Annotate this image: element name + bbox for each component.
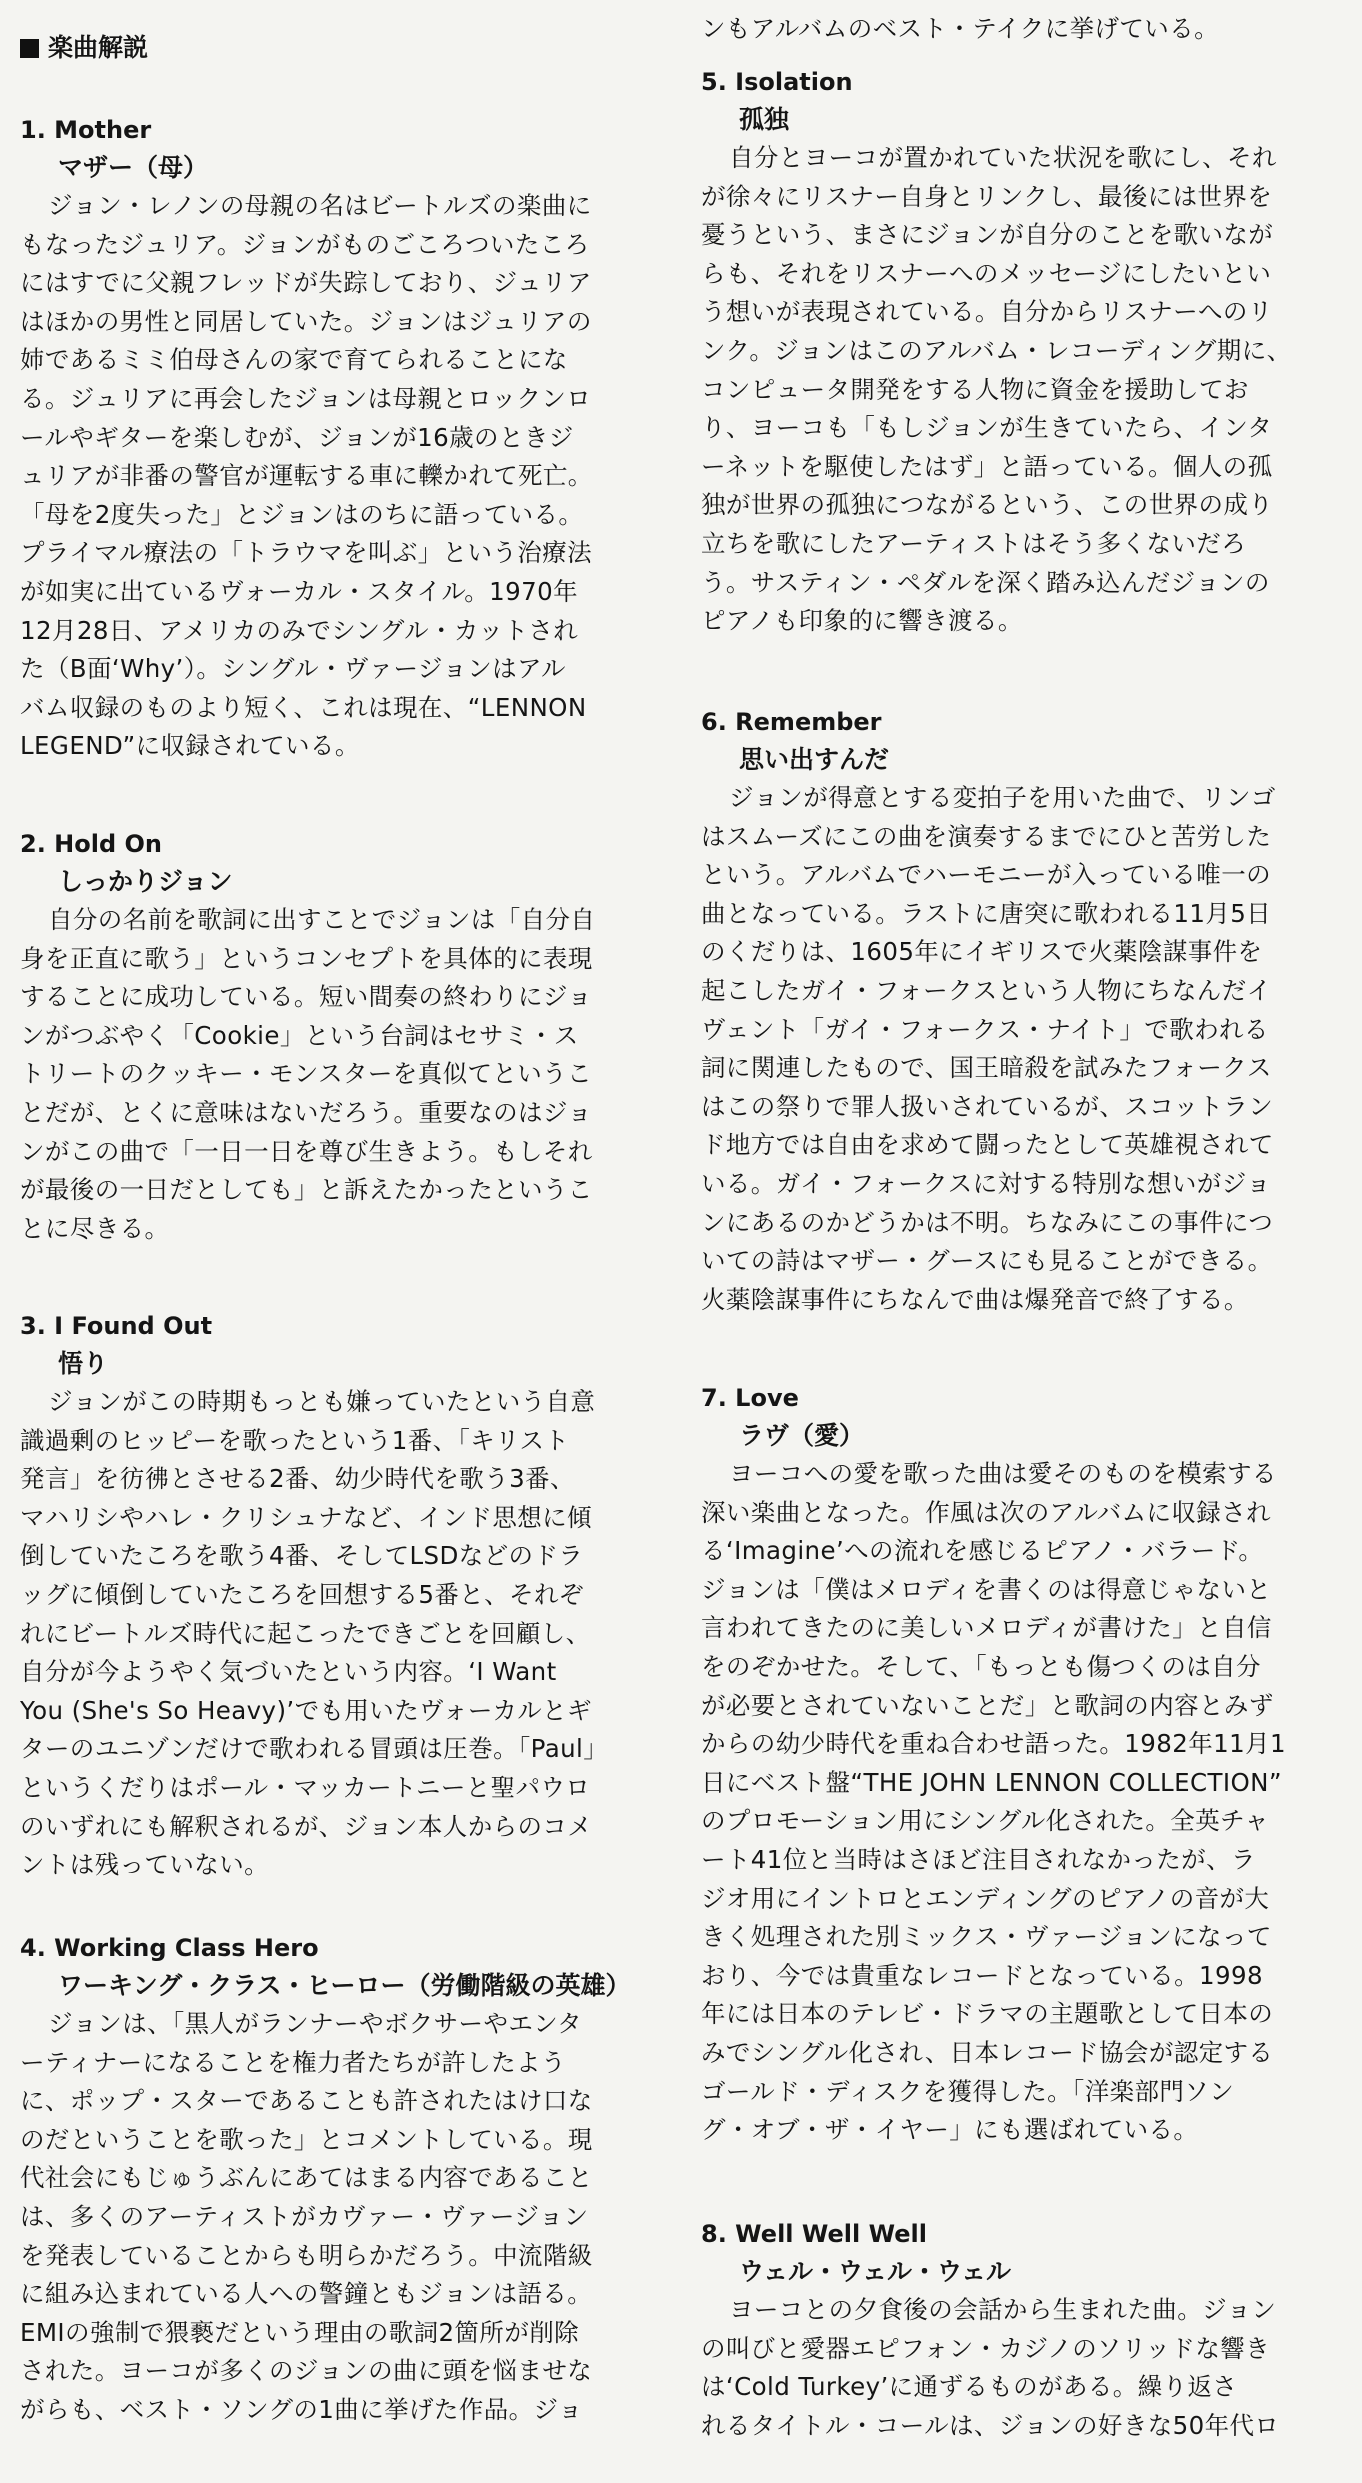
text-line: 言われてきたのに美しいメロディが書けた」と自信 (701, 1613, 1272, 1643)
track-japanese-title: ウェル・ウェル・ウェル (739, 2257, 1012, 2286)
text-line: ピアノも印象的に響き渡る。 (701, 606, 1023, 636)
text-line: You (She's So Heavy)’でも用いたヴォーカルとギ (20, 1695, 592, 1725)
track-description (20, 901, 680, 1248)
square-bullet-icon (20, 39, 39, 58)
text-line: 憂うという、まさにジョンが自分のことを歌いなが (701, 220, 1274, 250)
text-line: プライマル療法の「トラウマを叫ぶ」という治療法 (20, 538, 592, 568)
text-line: れるタイトル・コールは、ジョンの好きな50年代ロ (701, 2410, 1280, 2440)
text-line: おり、今では貴重なレコードとなっている。1998 (701, 1960, 1263, 1990)
text-line: EMIの強制で猥褻だという理由の歌詞2箇所が削除 (20, 2317, 580, 2347)
track-japanese-title: ラヴ（愛） (739, 1421, 865, 1450)
text-line: ントは残っていない。 (20, 1850, 269, 1880)
track-number-title: 7. Love (701, 1384, 799, 1412)
text-line: ジョンは「僕はメロディを書くのは得意じゃないと (701, 1574, 1272, 1604)
track-description (701, 2291, 1351, 2445)
text-line: いての詩はマザー・グースにも見ることができる。 (701, 1246, 1273, 1276)
text-line: た（B面‘Why’）。シングル・ヴァージョンはアル (20, 654, 566, 684)
text-line: れにビートルズ時代に起こったできごとを回顧し、 (20, 1618, 591, 1648)
text-line: 立ちを歌にしたアーティストはそう多くないだろ (701, 528, 1247, 558)
text-line: に、ポップ・スターであることも許されたはけ口な (20, 2086, 593, 2116)
text-line: もなったジュリア。ジョンがものごころついたころ (20, 229, 590, 259)
text-line: LEGEND”に収録されている。 (20, 731, 360, 761)
text-line: 詞に関連したもので、国王暗殺を試みたフォークス (701, 1053, 1272, 1083)
text-line: きく処理された別ミックス・ヴァージョンになって (701, 1922, 1272, 1952)
text-line: された。ヨーコが多くのジョンの曲に頭を悩ませな (20, 2356, 593, 2386)
track-block (701, 2216, 1351, 2445)
track-number-title: 5. Isolation (701, 68, 853, 96)
text-line: 曲となっている。ラストに唐突に歌われる11月5日 (701, 898, 1272, 928)
text-line: ンもアルバムのベスト・テイクに挙げている。 (701, 14, 1219, 43)
track-number-title: 2. Hold On (20, 830, 162, 858)
track-description (701, 139, 1351, 641)
text-line: 代社会にもじゅうぶんにあてはまる内容であること (20, 2163, 593, 2193)
text-line: のくだりは、1605年にイギリスで火薬陰謀事件を (701, 937, 1263, 967)
text-line: のいずれにも解釈されるが、ジョン本人からのコメ (20, 1811, 593, 1841)
text-line: 自分が今ようやく気づいたという内容。‘I Want (20, 1657, 557, 1687)
track-block (701, 64, 1351, 641)
track-block (701, 1380, 1351, 2150)
track-block (701, 704, 1351, 1319)
section-heading: 楽曲解説 (20, 30, 148, 66)
text-line: ジョンが得意とする変拍子を用いた曲で、リンゴ (729, 783, 1276, 812)
text-line: 識過剰のヒッピーを歌ったという1番、「キリスト (20, 1425, 570, 1455)
text-line: ンにあるのかどうかは不明。ちなみにこの事件につ (701, 1207, 1274, 1237)
text-line: 12月28日、アメリカのみでシングル・カットされ (20, 615, 579, 645)
text-line: ンがこの曲で「一日一日を尊び生きよう。もしそれ (20, 1136, 593, 1166)
text-line: ヨーコへの愛を歌った曲は愛そのものを模索する (729, 1459, 1277, 1488)
text-line: ゴールド・ディスクを獲得した。「洋楽部門ソン (701, 2076, 1235, 2106)
text-line: の叫びと愛器エピフォン・カジノのソリッドな響き (701, 2333, 1271, 2363)
text-line: 深い楽曲となった。作風は次のアルバムに収録され (701, 1497, 1272, 1527)
text-line: バム収録のものより短く、これは現在、“LENNON (20, 692, 587, 722)
text-line: ジョン・レノンの母親の名はビートルズの楽曲に (48, 191, 592, 220)
track-description (701, 1455, 1351, 2150)
text-line: ッグに傾倒していたころを回想する5番と、それぞ (20, 1579, 584, 1609)
text-line: は、多くのアーティストがカヴァー・ヴァージョン (20, 2201, 589, 2231)
text-line: 「母を2度失った」とジョンはのちに語っている。 (20, 499, 584, 529)
text-line: ヨーコとの夕食後の会話から生まれた曲。ジョン (729, 2295, 1277, 2324)
text-line: 倒していたころを歌う4番、そしてLSDなどのドラ (20, 1541, 584, 1571)
text-line: はスムーズにこの曲を演奏するまでにひと苦労した (701, 821, 1272, 851)
text-line: が徐々にリスナー自身とリンクし、最後には世界を (701, 181, 1273, 211)
text-line: 自分とヨーコが置かれていた状況を歌にし、それ (729, 143, 1277, 172)
track-description (20, 187, 680, 766)
track-description (20, 1383, 680, 1885)
text-line: が最後の一日だとしても」と訴えたかったというこ (20, 1175, 593, 1205)
text-line: コンピュータ開発をする人物に資金を援助してお (701, 374, 1249, 404)
text-line: ド地方では自由を求めて闘ったとして英雄視されて (701, 1130, 1274, 1160)
text-line: り、ヨーコも「もしジョンが生きていたら、インタ (701, 413, 1273, 443)
text-line: 自分の名前を歌詞に出すことでジョンは「自分自 (48, 905, 596, 934)
track-japanese-title: しっかりジョン (58, 867, 233, 896)
text-line: ールやギターを楽しむが、ジョンが16歳のときジ (20, 422, 574, 452)
track-japanese-title: 思い出すんだ (739, 745, 890, 774)
text-line: のプロモーション用にシングル化された。全英チャ (701, 1806, 1270, 1836)
text-line: にはすでに父親フレッドが失踪しており、ジュリア (20, 268, 592, 298)
track-block (20, 112, 680, 766)
text-line: というくだりはポール・マッカートニーと聖パウロ (20, 1772, 591, 1802)
text-line: ジオ用にイントロとエンディングのピアノの音が大 (701, 1883, 1270, 1913)
text-line: いる。ガイ・フォークスに対する特別な想いがジョ (701, 1168, 1272, 1198)
text-line: ジョンがこの時期もっとも嫌っていたという自意 (48, 1387, 596, 1416)
text-line: ヴェント「ガイ・フォークス・ナイト」で歌われる (701, 1014, 1269, 1044)
track-japanese-title: 孤独 (739, 105, 790, 134)
text-line: とだが、とくに意味はないだろう。重要なのはジョ (20, 1097, 593, 1127)
text-line: はこの祭りで罪人扱いされているが、スコットラン (701, 1091, 1274, 1121)
text-line: が必要とされていないことだ」と歌詞の内容とみず (701, 1690, 1274, 1720)
text-line: をのぞかせた。そして、「もっとも傷つくのは自分 (701, 1651, 1261, 1681)
track-japanese-title: 悟り (58, 1349, 109, 1378)
text-line: 独が世界の孤独につながるという、この世界の成り (701, 490, 1274, 520)
text-line: ンク。ジョンはこのアルバム・レコーディング期に、 (701, 335, 1292, 365)
text-line: からの幼少時代を重ね合わせ語った。1982年11月1 (701, 1729, 1287, 1759)
track-japanese-title: マザー（母） (58, 153, 209, 182)
track-description (20, 2005, 680, 2430)
text-line: が如実に出ているヴォーカル・スタイル。1970年 (20, 576, 579, 606)
text-line: は‘Cold Turkey’に通ずるものがある。繰り返さ (701, 2372, 1238, 2402)
text-line: に組み込まれている人への警鐘ともジョンは語る。 (20, 2279, 593, 2309)
text-line: を発表していることからも明らかだろう。中流階級 (20, 2240, 593, 2270)
text-line: することに成功している。短い間奏の終わりにジョ (20, 982, 593, 1012)
text-line: る‘Imagine’への流れを感じるピアノ・バラード。 (701, 1536, 1264, 1566)
text-line: ーティナーになることを権力者たちが許したよう (20, 2047, 566, 2077)
track-number-title: 8. Well Well Well (701, 2220, 927, 2248)
track-number-title: 4. Working Class Hero (20, 1934, 319, 1962)
track-block (20, 1930, 680, 2430)
text-line: のだということを歌った」とコメントしている。現 (20, 2124, 593, 2154)
track-number-title: 3. I Found Out (20, 1312, 213, 1340)
text-line: マハリシやハレ・クリシュナなど、インド思想に傾 (20, 1502, 592, 1532)
track-number-title: 6. Remember (701, 708, 882, 736)
continued-text (701, 10, 1351, 49)
text-line: らも、それをリスナーへのメッセージにしたいとい (701, 258, 1272, 288)
text-line: という。アルバムでハーモニーが入っている唯一の (701, 860, 1272, 890)
text-line: う。サスティン・ペダルを深く踏み込んだジョンの (701, 567, 1270, 597)
text-line: 起こしたガイ・フォークスという人物にちなんだイ (701, 975, 1272, 1005)
text-line: る。ジュリアに再会したジョンは母親とロックンロ (20, 383, 592, 413)
track-description (701, 779, 1351, 1319)
text-line: ート41位と当時はさほど注目されなかったが、ラ (701, 1844, 1256, 1874)
text-line: ンがつぶやく「Cookie」という台詞はセサミ・ス (20, 1020, 579, 1050)
text-line: トリートのクッキー・モンスターを真似てというこ (20, 1059, 592, 1089)
text-line: ターのユニゾンだけで歌われる冒頭は圧巻。「Paul」 (20, 1734, 609, 1764)
text-line: ジョンは、「黒人がランナーやボクサーやエンタ (48, 2009, 583, 2038)
text-line: とに尽きる。 (20, 1213, 170, 1243)
track-block (20, 826, 680, 1248)
text-line: がらも、ベスト・ソングの1曲に挙げた作品。ジョ (20, 2394, 583, 2424)
text-line: 発言」を彷彿とさせる2番、幼少時代を歌う3番、 (20, 1464, 575, 1494)
continued-description (701, 10, 1351, 49)
text-line: う想いが表現されている。自分からリスナーへのリ (701, 297, 1273, 327)
text-line: 火薬陰謀事件にちなんで曲は爆発音で終了する。 (701, 1284, 1249, 1314)
track-japanese-title: ワーキング・クラス・ヒーロー（労働階級の英雄） (58, 1971, 631, 2000)
text-line: 身を正直に歌う」というコンセプトを具体的に表現 (20, 943, 593, 973)
text-line: 姉であるミミ伯母さんの家で育てられることにな (20, 345, 568, 375)
text-line: みでシングル化され、日本レコード協会が認定する (701, 2037, 1274, 2067)
text-line: ュリアが非番の警官が運転する車に轢かれて死亡。 (20, 461, 593, 491)
text-line: グ・オブ・ザ・イヤー」にも選ばれている。 (701, 2115, 1199, 2145)
track-block (20, 1308, 680, 1885)
track-number-title: 1. Mother (20, 116, 152, 144)
text-line: はほかの男性と同居していた。ジョンはジュリアの (20, 306, 592, 336)
text-line: ーネットを駆使したはず」と語っている。個人の孤 (701, 451, 1273, 481)
text-line: 日にベスト盤“THE JOHN LENNON COLLECTION” (701, 1767, 1282, 1797)
text-line: 年には日本のテレビ・ドラマの主題歌として日本の (701, 1999, 1274, 2029)
